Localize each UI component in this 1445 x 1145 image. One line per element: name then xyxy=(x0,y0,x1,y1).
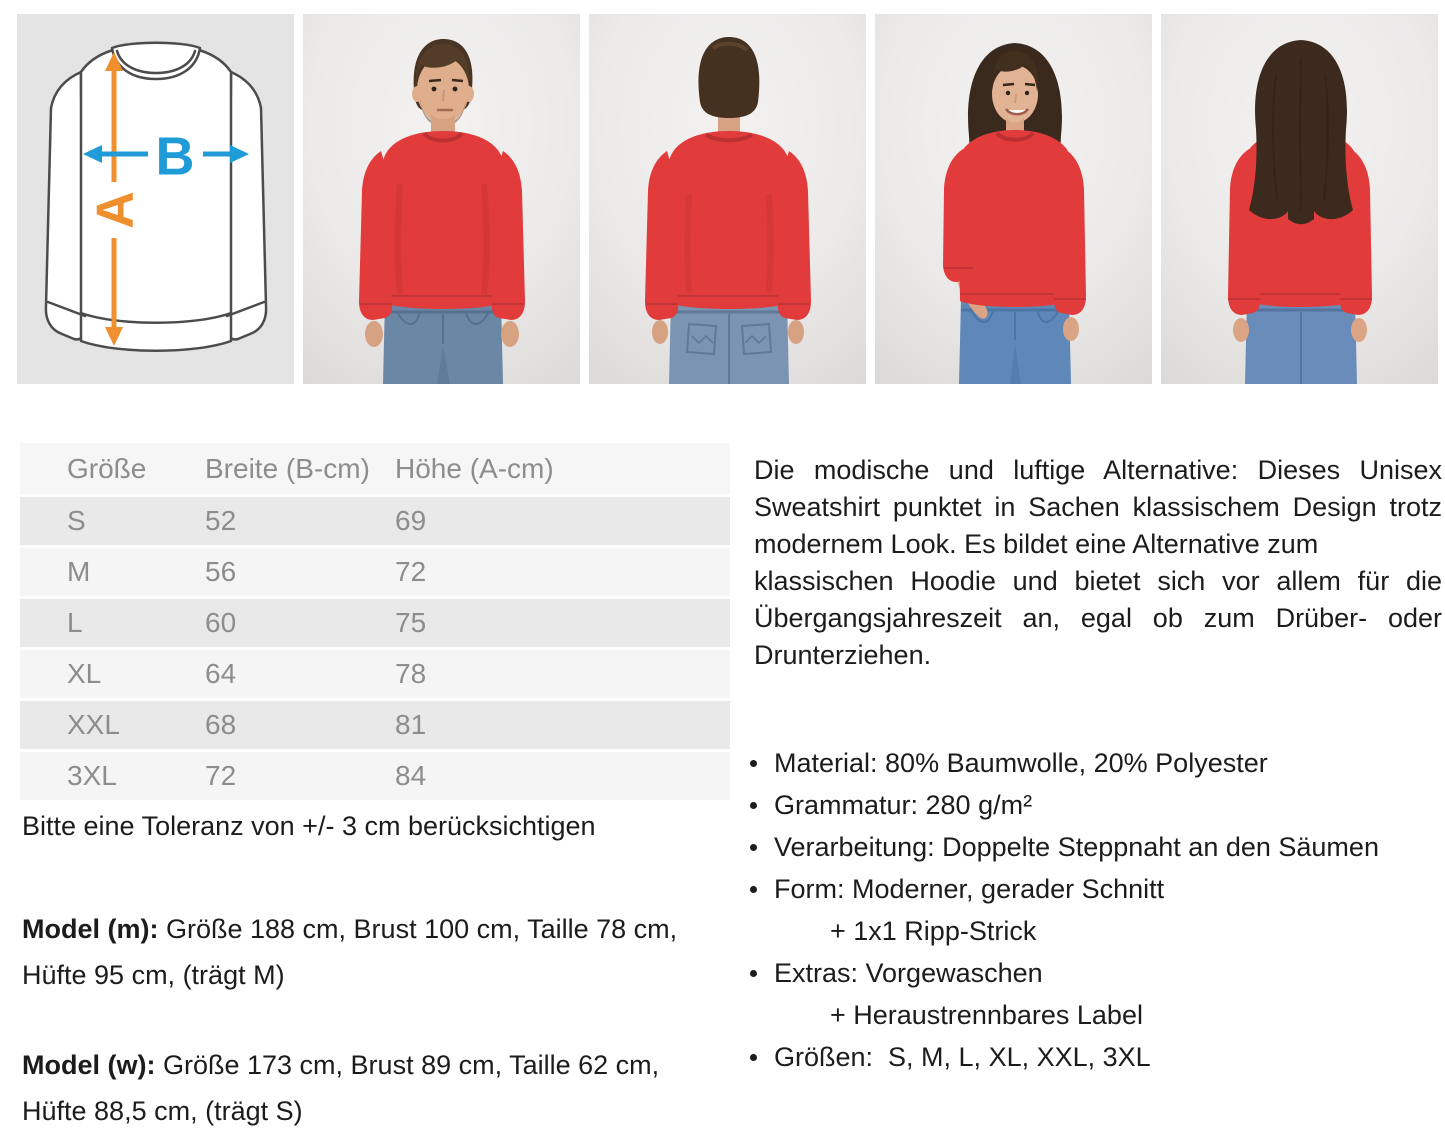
size-row-m xyxy=(20,548,730,596)
model-w-line2: Hüfte 88,5 cm, (trägt S) xyxy=(22,1096,303,1126)
feature-item-grammatur: Grammatur: 280 g/m² xyxy=(750,784,1445,826)
width-cell: 72 xyxy=(205,752,395,800)
size-row-xxl xyxy=(20,701,730,749)
model-m-line2: Hüfte 95 cm, (trägt M) xyxy=(22,960,285,990)
model-m-line1: Model (m): Größe 188 cm, Brust 100 cm, Taille 78 cm, xyxy=(22,914,678,944)
model-m-info xyxy=(22,906,742,998)
feature-item-label: + Heraustrennbares Label xyxy=(830,999,1143,1030)
height-cell: 81 xyxy=(395,701,730,749)
description-line: Die modische und luftige Alternative: Dieses Unisex xyxy=(754,455,1442,485)
height-cell: 69 xyxy=(395,497,730,545)
bullet-icon xyxy=(750,886,774,893)
model-w-label: Model (w): xyxy=(22,1050,156,1080)
description-line: modernem Look. Es bildet eine Alternative zum xyxy=(754,529,1319,559)
width-cell: 64 xyxy=(205,650,395,698)
feature-item-verarbeitung: Verarbeitung: Doppelte Steppnaht an den Säumen xyxy=(750,826,1445,868)
height-cell: 75 xyxy=(395,599,730,647)
width-cell: 68 xyxy=(205,701,395,749)
model-w-info xyxy=(22,1042,742,1134)
size-row-xl xyxy=(20,650,730,698)
bullet-icon xyxy=(750,802,774,809)
column-header-width: Breite (B-cm) xyxy=(205,443,395,494)
model-photo-female-front xyxy=(875,14,1152,384)
size-cell: XXL xyxy=(20,701,205,749)
model-m-label: Model (m): xyxy=(22,914,159,944)
size-row-s xyxy=(20,497,730,545)
size-cell: L xyxy=(20,599,205,647)
width-label-b: B xyxy=(155,126,195,187)
size-cell: M xyxy=(20,548,205,596)
size-diagram-image xyxy=(17,14,294,384)
tolerance-note: Bitte eine Toleranz von +/- 3 cm berücksichtigen xyxy=(22,811,596,841)
model-photo-male-back xyxy=(589,14,866,384)
column-header-size: Größe xyxy=(20,443,205,494)
height-cell: 84 xyxy=(395,752,730,800)
model-w-line1: Model (w): Größe 173 cm, Brust 89 cm, Taille 62 cm, xyxy=(22,1050,660,1080)
size-table xyxy=(20,440,730,803)
height-cell: 72 xyxy=(395,548,730,596)
column-header-height: Höhe (A-cm) xyxy=(395,443,730,494)
feature-item-extras: Extras: Vorgewaschen xyxy=(750,952,1445,994)
width-cell: 52 xyxy=(205,497,395,545)
sweatshirt-measure-diagram xyxy=(17,14,294,384)
description-line: Drunterziehen. xyxy=(754,640,932,670)
description-line: klassischen Hoodie und bietet sich vor allem für die xyxy=(754,566,1442,596)
bullet-icon xyxy=(750,970,774,977)
model-photo-female-back xyxy=(1161,14,1438,384)
product-description xyxy=(754,452,1442,674)
description-line: Sweatshirt punktet in Sachen klassischem Design trotz xyxy=(754,492,1442,522)
width-cell: 60 xyxy=(205,599,395,647)
size-table-header-row xyxy=(20,443,730,494)
product-gallery xyxy=(17,14,1438,384)
bullet-icon xyxy=(750,1054,774,1061)
bullet-icon xyxy=(750,760,774,767)
bullet-icon xyxy=(750,844,774,851)
size-row-l xyxy=(20,599,730,647)
height-label-a: A xyxy=(86,191,145,229)
feature-list xyxy=(750,742,1445,1078)
feature-item-material: Material: 80% Baumwolle, 20% Polyester xyxy=(750,742,1445,784)
height-cell: 78 xyxy=(395,650,730,698)
feature-item-ripp-strick: + 1x1 Ripp-Strick xyxy=(830,915,1037,946)
size-cell: XL xyxy=(20,650,205,698)
size-cell: 3XL xyxy=(20,752,205,800)
width-cell: 56 xyxy=(205,548,395,596)
sweatshirt-outline-drawing xyxy=(46,43,266,351)
feature-item-form: Form: Moderner, gerader Schnitt xyxy=(750,868,1445,910)
size-row-3xl xyxy=(20,752,730,800)
model-photo-male-front xyxy=(303,14,580,384)
feature-item-groessen: Größen: S, M, L, XL, XXL, 3XL xyxy=(750,1036,1445,1078)
description-line: Übergangsjahreszeit an, egal ob zum Drüber- oder xyxy=(754,603,1442,633)
size-cell: S xyxy=(20,497,205,545)
